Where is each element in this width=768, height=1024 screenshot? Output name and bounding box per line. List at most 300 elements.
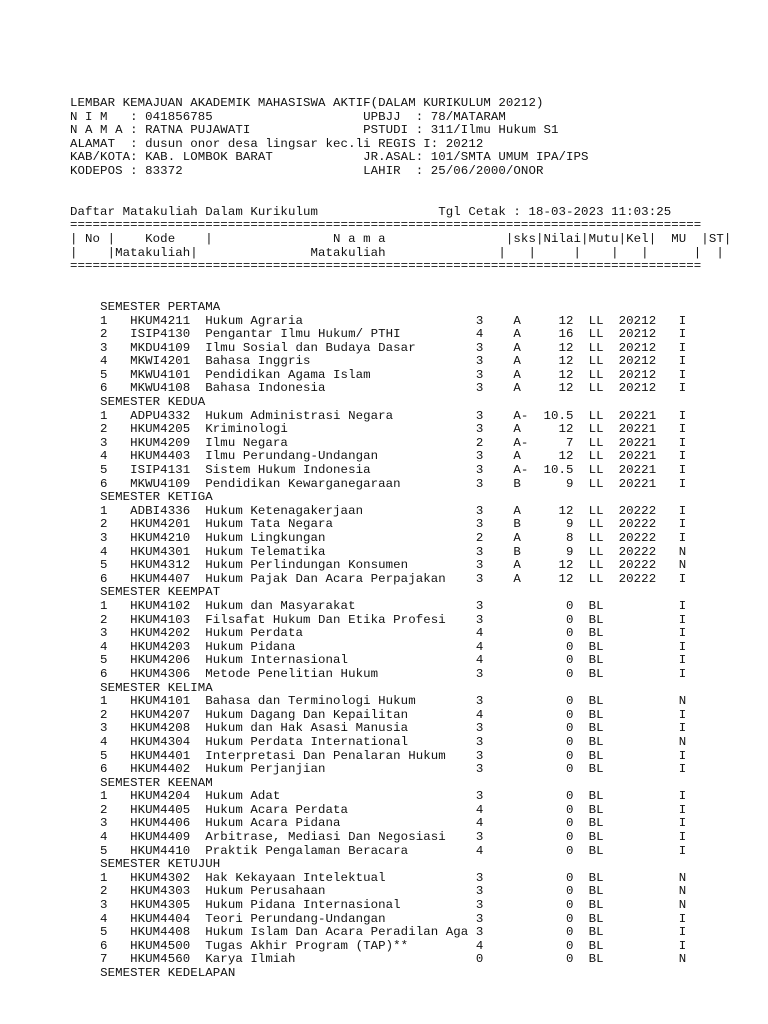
course-code: ADPU4332 [130,408,191,423]
course-st: I [678,327,687,342]
course-grade: B [513,476,529,491]
course-no: 4 [77,544,108,559]
course-code: HKUM4102 [130,598,191,613]
course-mutu: 0 [543,612,574,627]
course-name: Sistem Hukum Indonesia [205,463,469,478]
course-sks: 3 [475,381,484,396]
course-mutu: 12 [543,503,574,518]
course-sks: 3 [475,925,484,940]
course-mutu: 0 [543,598,574,613]
course-name: Ilmu Sosial dan Budaya Dasar [205,340,469,355]
course-sks: 4 [475,843,484,858]
course-name: Pendidikan Kewarganegaraan [205,476,469,491]
course-st: I [678,639,687,654]
course-mu [619,735,657,749]
course-code: HKUM4402 [130,762,191,777]
semester-title [70,858,740,872]
course-name: Hukum Perjanjian [205,762,469,777]
course-row [70,940,740,954]
course-grade: A [513,571,529,586]
course-row [70,573,740,587]
course-no: 6 [77,666,108,681]
course-row [70,872,740,886]
course-name: Hukum Agraria [205,313,469,328]
course-row [70,614,740,628]
semester-title-text: SEMESTER PERTAMA [100,299,221,314]
course-name: Hak Kekayaan Intelektual [205,870,469,885]
course-sks: 3 [475,558,484,573]
course-row [70,736,740,750]
course-grade: A- [513,463,529,478]
course-kel: LL [588,531,604,545]
course-grade [513,653,528,667]
course-no: 2 [77,707,108,722]
academic-progress-document [70,97,740,981]
course-mu: 20221 [618,449,657,464]
course-code: HKUM4103 [130,612,191,627]
course-grade [513,912,528,926]
course-st: I [678,707,687,722]
course-kel: BL [588,707,604,722]
course-mu: 20221 [618,435,657,450]
course-code: HKUM4209 [130,435,191,450]
course-mutu: 10.5 [543,463,574,478]
course-grade: A- [513,435,529,450]
course-code: HKUM4204 [130,789,191,804]
course-no: 2 [77,327,108,342]
course-no: 5 [77,463,108,478]
course-name: Hukum Lingkungan [205,531,469,545]
course-row [70,709,740,723]
course-st: I [678,938,687,953]
course-st: I [678,408,687,423]
header-line: KAB/KOTA: KAB. LOMBOK BARAT JR.ASAL: 101/SMTA UMUM IPA/IPS [70,150,589,165]
course-no: 2 [77,422,108,437]
course-st: I [678,721,687,736]
course-no: 4 [77,830,108,845]
course-row [70,600,740,614]
course-sks: 4 [475,327,484,342]
course-name: Ilmu Negara [205,435,469,450]
course-no: 3 [77,721,108,736]
course-mu: 20212 [618,340,657,355]
semester-title-text: SEMESTER KEDELAPAN [100,966,236,980]
course-sks: 3 [475,408,484,423]
course-kel: LL [588,558,604,573]
course-no: 6 [77,571,108,586]
semester-title [70,301,740,315]
header-line: N I M : 041856785 UPBJJ : 78/MATARAM [70,109,506,124]
course-row [70,423,740,437]
course-code: HKUM4201 [130,517,191,532]
course-mutu: 0 [543,911,574,926]
course-row [70,464,740,478]
course-row [70,845,740,859]
course-kel: BL [588,925,604,940]
course-sks: 3 [475,911,484,926]
course-row [70,831,740,845]
course-no: 1 [77,313,108,328]
course-kel: LL [588,571,604,586]
course-no: 5 [77,925,108,940]
semester-title [70,682,740,696]
course-mutu: 0 [543,694,574,709]
course-name: Hukum dan Hak Asasi Manusia [205,721,469,736]
course-no: 5 [77,748,108,763]
course-mu [619,708,657,722]
course-grade [513,816,528,830]
course-name: Hukum Acara Pidana [205,816,469,831]
semester-list [70,301,740,981]
course-mutu: 0 [543,816,574,831]
course-grade [513,599,528,613]
course-code: HKUM4101 [130,694,191,709]
course-grade [513,939,528,953]
course-st: I [678,748,687,763]
course-st: I [678,816,687,831]
course-mu [619,844,657,858]
table-rule-bottom: ==================================================================================== [70,260,702,274]
course-code: HKUM4407 [130,571,191,586]
course-name: Hukum Ketenagakerjaan [205,503,469,518]
course-code: MKDU4109 [130,340,191,355]
course-grade: A- [513,408,529,423]
course-mu [619,626,657,640]
course-mutu: 12 [543,449,574,464]
course-no: 3 [77,626,108,641]
semester-title [70,491,740,505]
course-mu: 20212 [618,354,657,369]
course-mu [619,789,657,803]
course-mutu: 0 [543,884,574,899]
course-kel: BL [588,721,604,736]
course-st: N [678,884,687,899]
course-name: Hukum Acara Perdata [205,802,469,817]
course-sks: 3 [475,367,484,382]
course-name: Karya Ilmiah [205,952,469,967]
course-mutu: 0 [543,707,574,722]
course-no: 4 [77,639,108,654]
course-no: 1 [77,598,108,613]
course-mutu: 12 [543,340,574,355]
course-grade [513,952,528,966]
course-grade [513,626,528,640]
course-mutu: 0 [543,898,574,913]
course-kel: LL [588,463,604,478]
course-mu: 20212 [618,367,657,382]
course-st: N [678,952,687,967]
course-kel: BL [588,938,604,953]
course-st: I [678,626,687,641]
course-no: 4 [77,734,108,749]
course-row [70,532,740,546]
course-mutu: 0 [543,843,574,858]
course-name: Hukum Perdata International [205,734,469,749]
course-row [70,913,740,927]
course-st: I [678,830,687,845]
course-no: 1 [77,408,108,423]
course-no: 2 [77,884,108,899]
course-name: Filsafat Hukum Dan Etika Profesi [205,612,469,627]
course-kel: BL [588,870,604,885]
course-mu [619,952,657,966]
course-code: HKUM4208 [130,721,191,736]
course-sks: 3 [475,734,484,749]
course-name: Pengantar Ilmu Hukum/ PTHI [205,327,469,342]
course-mu [619,667,657,681]
course-name: Hukum Pidana Internasional [205,898,469,913]
course-kel: BL [588,830,604,845]
course-grade: A [513,449,529,464]
course-row [70,546,740,560]
student-info-header [70,97,740,179]
course-grade [513,640,528,654]
course-code: HKUM4202 [130,626,191,641]
course-grade [513,830,528,844]
course-st: I [678,571,687,586]
course-st: I [678,789,687,804]
course-grade [513,721,528,735]
course-mutu: 12 [543,422,574,437]
course-mutu: 0 [543,802,574,817]
table-header-row-2: | |Matakuliah| Matakuliah | | | | | | | [70,245,724,260]
course-code: ISIP4130 [130,327,191,342]
course-mu [619,871,657,885]
course-row [70,804,740,818]
semester-title-text: SEMESTER KETUJUH [100,857,221,872]
course-kel: LL [588,354,604,369]
course-sks: 3 [475,612,484,627]
course-st: I [678,517,687,532]
course-mu [619,599,657,613]
course-mutu: 0 [543,666,574,681]
course-name: Hukum Telematika [205,544,469,559]
course-grade: A [513,327,529,342]
course-sks: 3 [475,748,484,763]
course-st: N [678,558,687,573]
course-row [70,641,740,655]
course-code: HKUM4207 [130,707,191,722]
course-name: Hukum Tata Negara [205,517,469,532]
course-no: 7 [77,952,108,967]
course-sks: 3 [475,313,484,328]
course-st: I [678,802,687,817]
course-code: HKUM4408 [130,925,191,940]
semester-title [70,777,740,791]
course-st: I [678,354,687,369]
course-st: N [678,734,687,749]
course-kel: LL [588,449,604,464]
course-no: 3 [77,898,108,913]
course-kel: BL [588,639,604,654]
course-st: I [678,422,687,437]
course-kel: BL [588,898,604,913]
course-mutu: 9 [543,476,574,491]
course-name: Interpretasi Dan Penalaran Hukum [205,748,469,763]
course-row [70,450,740,464]
course-row [70,668,740,682]
course-name: Hukum Perlindungan Konsumen [205,558,469,573]
course-grade: A [513,313,529,328]
course-mu: 20221 [618,422,657,437]
course-code: HKUM4211 [130,313,191,328]
course-sks: 3 [475,830,484,845]
course-grade [513,925,528,939]
course-no: 5 [77,843,108,858]
semester-title-text: SEMESTER KEDUA [100,395,206,410]
course-no: 3 [77,816,108,831]
course-code: MKWU4101 [130,367,191,382]
course-sks: 3 [475,503,484,518]
course-kel: BL [588,952,604,967]
course-row [70,899,740,913]
header-line: KODEPOS : 83372 LAHIR : 25/06/2000/ONOR [70,163,544,178]
course-grade [513,803,528,817]
course-grade [513,762,528,776]
course-name: Hukum Pidana [205,639,469,654]
course-sks: 3 [475,422,484,437]
course-st: I [678,463,687,478]
course-no: 3 [77,435,108,450]
course-grade: A [513,340,529,355]
course-grade [513,694,528,708]
course-no: 6 [77,938,108,953]
course-mu [619,694,657,708]
course-name: Praktik Pengalaman Beracara [205,843,469,858]
course-mu [619,640,657,654]
course-st: I [678,911,687,926]
course-row [70,382,740,396]
course-mu [619,653,657,667]
course-row [70,654,740,668]
course-no: 1 [77,870,108,885]
course-mutu: 12 [543,381,574,396]
course-code: HKUM4203 [130,639,191,654]
course-sks: 3 [475,884,484,899]
course-name: Metode Penelitian Hukum [205,666,469,681]
course-mutu: 0 [543,762,574,777]
course-kel: BL [588,762,604,777]
header-line: LEMBAR KEMAJUAN AKADEMIK MAHASISWA AKTIF(DALAM KURIKULUM 20212) [70,96,544,110]
course-grade [513,749,528,763]
course-sks: 4 [475,802,484,817]
course-sks: 4 [475,938,484,953]
course-grade [513,613,528,627]
course-code: MKWU4109 [130,476,191,491]
course-sks: 3 [475,354,484,369]
course-kel: BL [588,612,604,627]
course-name: Bahasa Indonesia [205,381,469,396]
course-code: HKUM4302 [130,870,191,885]
course-mutu: 0 [543,734,574,749]
course-grade [513,884,528,898]
course-no: 3 [77,340,108,355]
course-st: N [678,544,687,559]
course-kel: LL [588,313,604,328]
course-sks: 3 [475,449,484,464]
course-sks: 3 [475,544,484,559]
course-grade: B [513,544,529,559]
course-kel: BL [588,911,604,926]
course-grade: A [513,531,529,545]
course-no: 5 [77,558,108,573]
course-kel: BL [588,802,604,817]
course-sks: 3 [475,721,484,736]
course-mu [619,939,657,953]
course-code: HKUM4500 [130,938,191,953]
course-code: MKWI4201 [130,354,191,369]
course-st: I [678,367,687,382]
course-mu [619,803,657,817]
course-row [70,478,740,492]
course-mutu: 0 [543,789,574,804]
course-st: I [678,925,687,940]
course-row [70,953,740,967]
course-kel: LL [588,544,604,559]
course-no: 2 [77,802,108,817]
course-mu: 20222 [618,531,657,545]
course-kel: BL [588,884,604,899]
course-code: HKUM4401 [130,748,191,763]
course-sks: 3 [475,340,484,355]
course-kel: LL [588,408,604,423]
course-sks: 4 [475,653,484,668]
course-mutu: 0 [543,870,574,885]
course-grade: A [513,422,529,437]
course-st: I [678,598,687,613]
course-no: 4 [77,911,108,926]
course-grade [513,735,528,749]
course-kel: LL [588,422,604,437]
course-mu [619,912,657,926]
course-sks: 4 [475,639,484,654]
course-grade [513,871,528,885]
course-st: I [678,666,687,681]
course-mutu: 0 [543,653,574,668]
course-mutu: 0 [543,639,574,654]
course-mutu: 0 [543,938,574,953]
course-no: 4 [77,354,108,369]
course-mu [619,898,657,912]
course-code: HKUM4210 [130,531,191,545]
course-name: Teori Perundang-Undangan [205,911,469,926]
course-st: I [678,313,687,328]
course-kel: LL [588,435,604,450]
course-kel: LL [588,367,604,382]
course-st: I [678,476,687,491]
course-mutu: 10.5 [543,408,574,423]
course-kel: BL [588,598,604,613]
course-row [70,369,740,383]
course-code: ADBI4336 [130,503,191,518]
course-sks: 4 [475,626,484,641]
semester-title [70,396,740,410]
course-name: Bahasa Inggris [205,354,469,369]
course-row [70,315,740,329]
course-st: I [678,340,687,355]
course-code: HKUM4304 [130,734,191,749]
course-code: HKUM4306 [130,666,191,681]
course-mu: 20221 [618,476,657,491]
course-no: 4 [77,449,108,464]
course-kel: BL [588,748,604,763]
course-code: HKUM4409 [130,830,191,845]
course-mutu: 12 [543,558,574,573]
course-mutu: 0 [543,748,574,763]
course-st: I [678,612,687,627]
course-grade: A [513,558,529,573]
course-mutu: 0 [543,830,574,845]
